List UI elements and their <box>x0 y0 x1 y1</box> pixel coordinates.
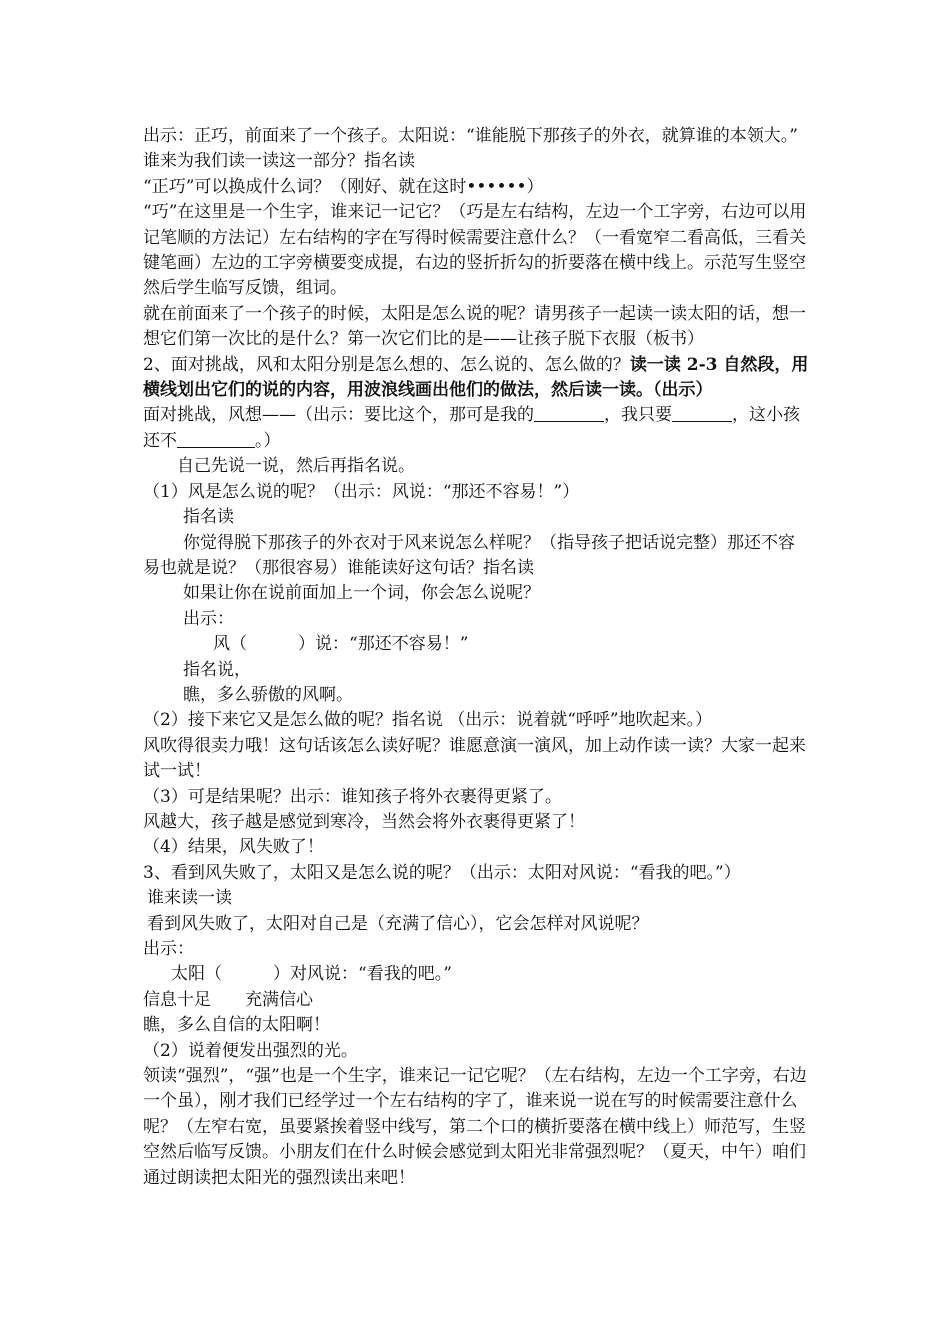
text-line: 信息十足 充满信心 <box>143 989 313 1010</box>
text-line: 你觉得脱下那孩子的外衣对于风来说怎么样呢？（指导孩子把话说完整）那还不容易也就是说？（那很容易）谁能读好这句话？指名读 <box>143 532 795 578</box>
fill-text: 。） <box>255 430 281 451</box>
question-2-prefix: 2、面对挑战，风和太阳分别是怎么想的、怎么说的、怎么做的？ <box>143 354 630 375</box>
question-2 <box>143 353 811 404</box>
text-line: 谁来为我们读一读这一部分？指名读 <box>143 151 415 172</box>
text-line: （2）接下来它又是怎么做的呢？指名说 （出示：说着就“呼呼”地吹起来。） <box>143 710 713 731</box>
text-line: （4）结果，风失败了！ <box>143 837 324 858</box>
text-line: 指名读 <box>183 507 234 528</box>
text-line: 指名说， <box>183 659 251 680</box>
text-line: （1）风是怎么说的呢？（出示：风说：“那还不容易！”） <box>143 481 580 502</box>
blank-line <box>672 403 732 422</box>
fill-text: ，我只要 <box>604 405 672 426</box>
text-line: 风吹得很卖力哦！这句话该怎么读好呢？谁愿意演一演风，加上动作读一读？大家一起来试一试！ <box>143 735 806 782</box>
text-line: 自己先说一说，然后再指名说。 <box>177 456 415 477</box>
blank-line <box>177 429 255 448</box>
text-line: “巧”在这里是一个生字，谁来记一记它？（巧是左右结构，左边一个工字旁，右边可以用记笔顺的方法记）左右结构的字在写得时候需要注意什么？（一看宽窄二看高低，三看关键笔画）左边的工字旁横要变成提，右边的竖折折勾的折要落在横中线上。示范写生竖空然后学生临写反馈，组词。 <box>143 202 807 299</box>
text-line: 如果让你在说前面加上一个词，你会怎么说呢？ <box>183 583 540 604</box>
fill-text: ，这小孩还不 <box>143 405 800 451</box>
text-line: 3、看到风失败了，太阳又是怎么说的呢？（出示：太阳对风说：“看我的吧。”） <box>143 862 741 883</box>
text-line: 太阳（ ）对风说：“看我的吧。” <box>171 964 452 985</box>
text-line: “正巧”可以换成什么词？（刚好、就在这时••••••） <box>143 176 544 197</box>
text-line: 出示： <box>143 939 194 959</box>
text-line: 风（ ）说：“那还不容易！” <box>213 634 469 655</box>
text-line: （3）可是结果呢？出示：谁知孩子将外衣裹得更紧了。 <box>143 786 562 807</box>
question-2-bold: 读一读 2-3 自然段，用横线划出它们的说的内容，用波浪线画出他们的做法，然后读一读。（出示） <box>143 354 809 401</box>
text-line: 瞧，多么自信的太阳啊！ <box>143 1015 330 1036</box>
text-line: 看到风失败了，太阳对自己是（充满了信心），它会怎样对风说呢？ <box>147 913 649 934</box>
text-line: （2）说着便发出强烈的光。 <box>143 1040 358 1061</box>
text-line: 领读“强烈”，“强”也是一个生字，谁来记一记它呢？（左右结构，左边一个工字旁，右边一个虽），刚才我们已经学过一个左右结构的字了，谁来说一说在写的时候需要注意什么呢？（左窄右宽，虽要紧挨着竖中线写，第二个口的横折要落在横中线上）师范写，生竖空然后临写反馈。小朋友们在什么时候会感觉到太阳光非常强烈呢？（夏天，中午）咱们通过朗读把太阳光的强烈读出来吧！ <box>143 1066 807 1188</box>
fill-in-sentence <box>143 403 811 454</box>
text-line: 谁来读一读 <box>147 888 232 909</box>
text-line: 出示： <box>183 608 234 629</box>
lesson-text <box>143 124 811 1191</box>
text-line: 出示：正巧，前面来了一个孩子。太阳说：“谁能脱下那孩子的外衣，就算谁的本领大。” <box>143 126 798 146</box>
fill-text: 面对挑战，风想——（出示：要比这个，那可是我的 <box>143 405 534 426</box>
text-line: 就在前面来了一个孩子的时候，太阳是怎么说的呢？请男孩子一起读一读太阳的话，想一想它们第一次比的是什么？第一次它们比的是——让孩子脱下衣服（板书） <box>143 303 806 350</box>
text-line: 风越大，孩子越是感觉到寒冷，当然会将外衣裹得更紧了！ <box>143 811 585 832</box>
blank-line <box>534 403 604 422</box>
text-line: 瞧，多么骄傲的风啊。 <box>183 684 353 705</box>
